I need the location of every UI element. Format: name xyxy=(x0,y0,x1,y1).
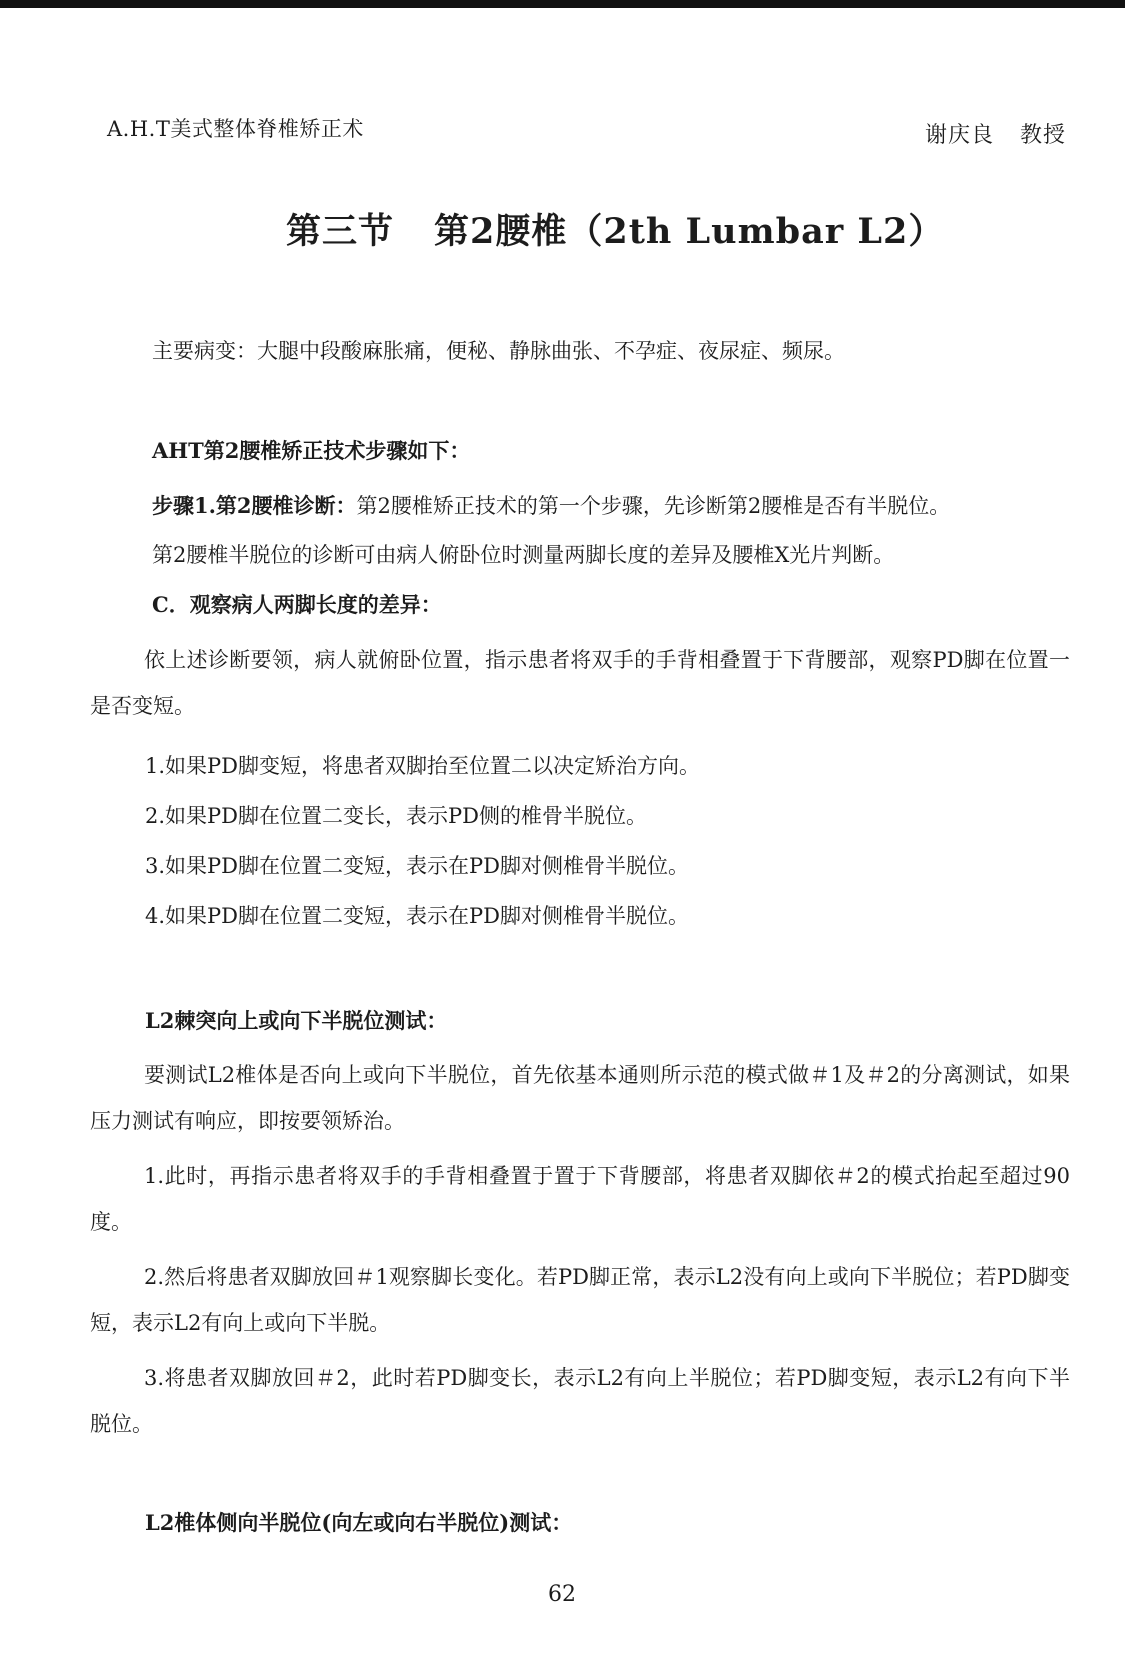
sub-c-heading: C．观察病人两脚长度的差异： xyxy=(152,592,442,617)
section-title xyxy=(286,204,944,254)
steps-heading: AHT第2腰椎矫正技术步骤如下： xyxy=(152,438,471,463)
l2-lateral-heading: L2椎体侧向半脱位(向左或向右半脱位)测试： xyxy=(145,1510,573,1535)
l2-updown-heading: L2棘突向上或向下半脱位测试： xyxy=(145,1008,448,1033)
sub-c-list-item: 4.如果PD脚在位置二变短，表示在PD脚对侧椎骨半脱位。 xyxy=(145,904,689,928)
step1-text: 第2腰椎矫正技术的第一个步骤，先诊断第2腰椎是否有半脱位。 xyxy=(356,494,951,518)
running-header-book-title: A.H.T美式整体脊椎矫正术 xyxy=(107,117,364,141)
main-lesions-paragraph: 主要病变：大腿中段酸麻胀痛，便秘、静脉曲张、不孕症、夜尿症、频尿。 xyxy=(152,339,845,363)
sub-c-list-item: 3.如果PD脚在位置二变短，表示在PD脚对侧椎骨半脱位。 xyxy=(145,854,689,878)
l2-updown-list-item: 2.然后将患者双脚放回＃1观察脚长变化。若PD脚正常，表示L2没有向上或向下半脱位；若PD脚变短，表示L2有向上或向下半脱。 xyxy=(90,1265,1070,1335)
l2-updown-intro-paragraph: 要测试L2椎体是否向上或向下半脱位，首先依基本通则所示范的模式做＃1及＃2的分离测试，如果压力测试有响应，即按要领矫治。 xyxy=(90,1063,1070,1133)
sub-c-list-item: 2.如果PD脚在位置二变长，表示PD侧的椎骨半脱位。 xyxy=(145,804,647,828)
author-name: 谢庆良 xyxy=(925,123,995,148)
sub-c-intro-paragraph: 依上述诊断要领，病人就俯卧位置，指示患者将双手的手背相叠置于下背腰部，观察PD脚在位置一是否变短。 xyxy=(90,648,1070,718)
section-name: 第2腰椎（2th Lumbar L2） xyxy=(434,211,945,252)
step1-diagnosis-paragraph: 第2腰椎半脱位的诊断可由病人俯卧位时测量两脚长度的差异及腰椎X光片判断。 xyxy=(152,543,895,567)
step1-paragraph xyxy=(152,480,950,532)
l2-updown-list-item: 3.将患者双脚放回＃2，此时若PD脚变长，表示L2有向上半脱位；若PD脚变短，表示L2有向下半脱位。 xyxy=(90,1366,1070,1436)
author-title: 教授 xyxy=(1020,123,1067,148)
step1-label: 步骤1.第2腰椎诊断： xyxy=(152,493,357,518)
page-number: 62 xyxy=(548,1582,576,1607)
sub-c-list-item: 1.如果PD脚变短，将患者双脚抬至位置二以决定矫治方向。 xyxy=(145,754,701,778)
l2-updown-list-item: 1.此时，再指示患者将双手的手背相叠置于置于下背腰部，将患者双脚依＃2的模式抬起至超过90度。 xyxy=(90,1164,1070,1234)
top-edge-bar xyxy=(0,0,1125,8)
section-number: 第三节 xyxy=(286,211,395,252)
running-header-author xyxy=(925,118,1066,149)
